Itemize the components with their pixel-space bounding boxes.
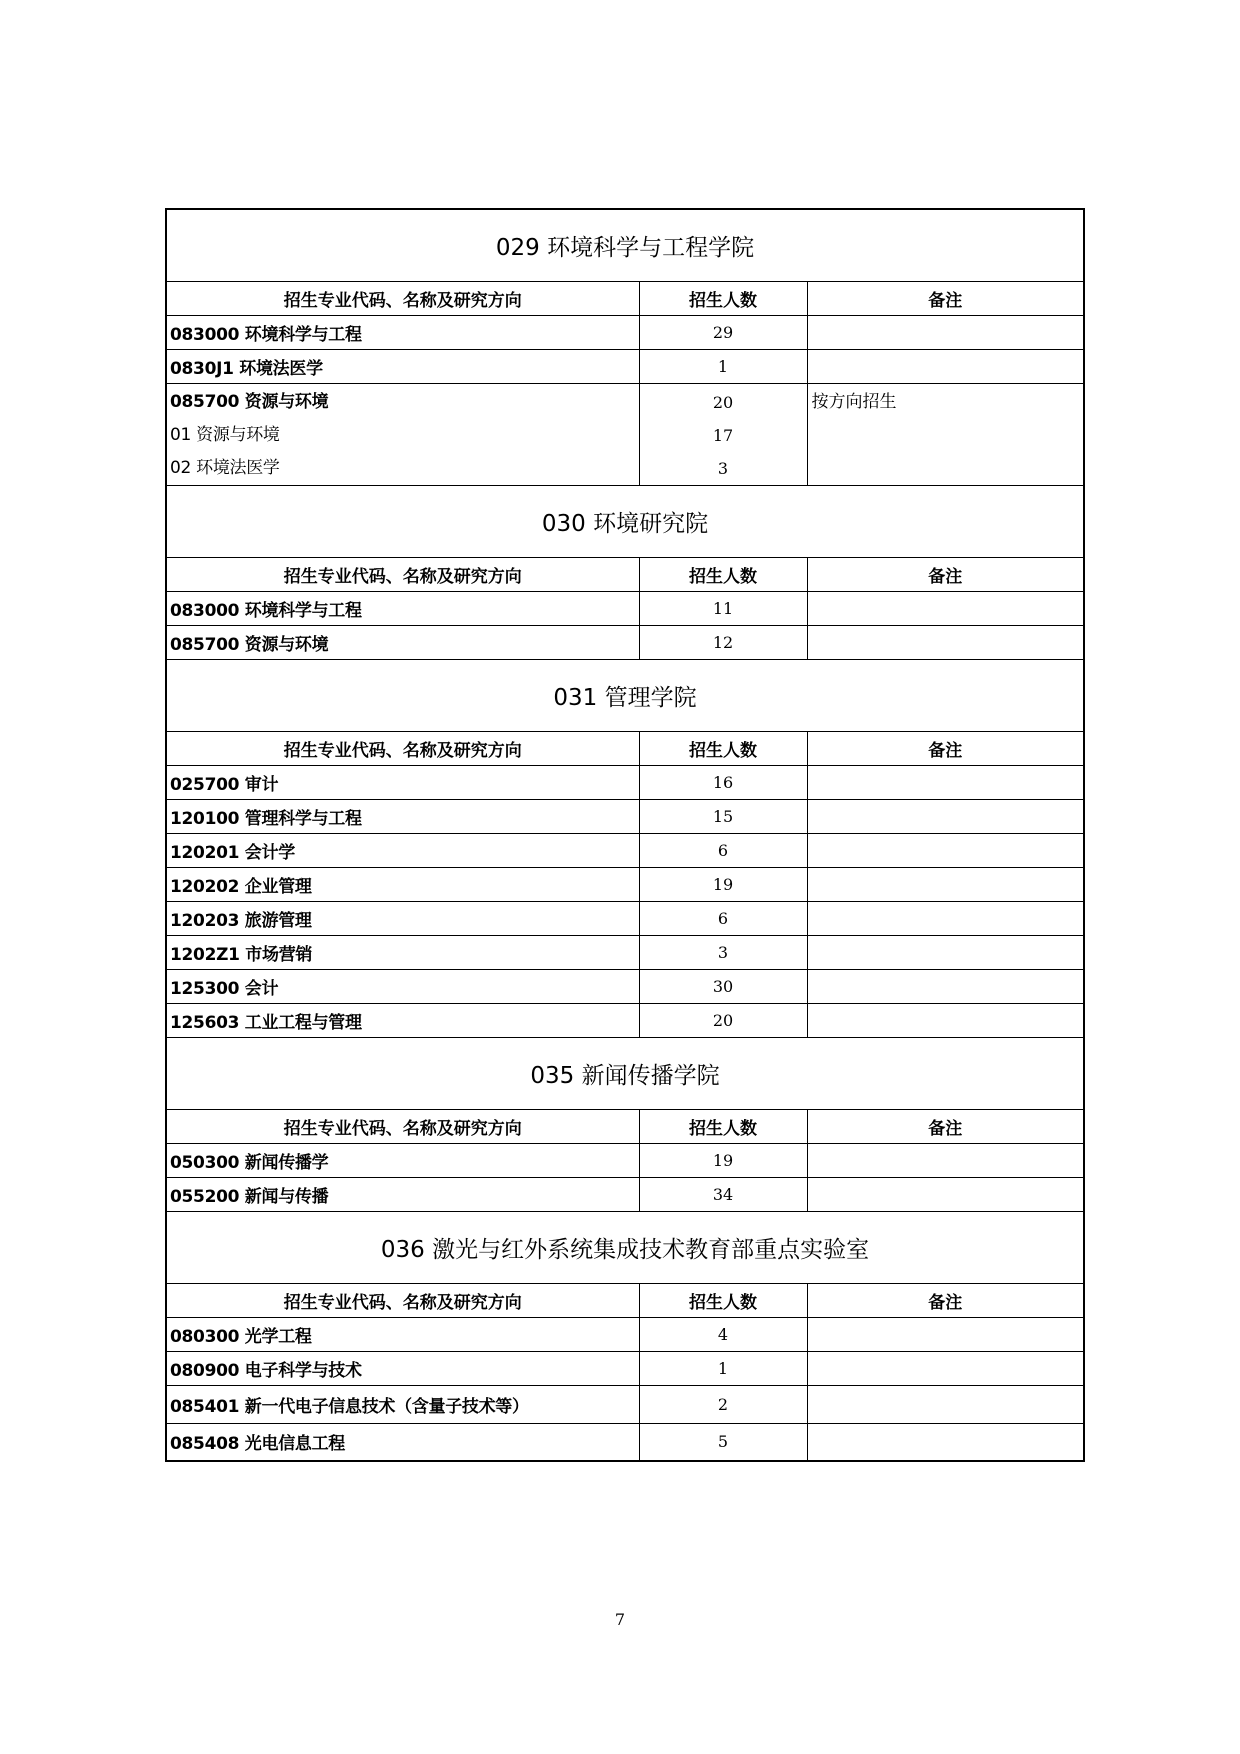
column-header-count: 招生人数 — [639, 281, 807, 315]
program-name-cell: 0830J1 环境法医学 — [166, 349, 639, 383]
table-row — [166, 349, 1084, 383]
column-header-count: 招生人数 — [639, 1109, 807, 1143]
column-header-note: 备注 — [807, 1109, 1084, 1143]
section-title: 030 环境研究院 — [166, 485, 1084, 557]
table-row-grouped — [166, 383, 1084, 485]
program-name-cell: 125603 工业工程与管理 — [166, 1003, 639, 1037]
program-name-cell: 120202 企业管理 — [166, 867, 639, 901]
column-header-row — [166, 1109, 1084, 1143]
program-name-cell: 055200 新闻与传播 — [166, 1177, 639, 1211]
program-name-cell: 083000 环境科学与工程 — [166, 591, 639, 625]
enrollment-count-cell: 6 — [639, 901, 807, 935]
note-cell — [807, 833, 1084, 867]
column-header-row — [166, 731, 1084, 765]
enrollment-count-cell: 5 — [639, 1423, 807, 1461]
program-name-cell: 085408 光电信息工程 — [166, 1423, 639, 1461]
table-row — [166, 591, 1084, 625]
column-header-count: 招生人数 — [639, 731, 807, 765]
column-header-name: 招生专业代码、名称及研究方向 — [166, 557, 639, 591]
enrollment-count-cell: 16 — [639, 765, 807, 799]
table-row — [166, 765, 1084, 799]
enrollment-count-cell: 6 — [639, 833, 807, 867]
column-header-note: 备注 — [807, 557, 1084, 591]
enrollment-count-cell: 19 — [639, 1143, 807, 1177]
program-note: 按方向招生 — [811, 391, 897, 412]
column-header-row — [166, 557, 1084, 591]
table-row — [166, 799, 1084, 833]
table-row — [166, 969, 1084, 1003]
column-header-note: 备注 — [807, 731, 1084, 765]
program-name-cell: 1202Z1 市场营销 — [166, 935, 639, 969]
research-direction-count: 3 — [717, 458, 729, 478]
enrollment-count-cell: 19 — [639, 867, 807, 901]
enrollment-count-cell — [639, 383, 807, 485]
note-cell — [807, 1423, 1084, 1461]
enrollment-table — [165, 208, 1085, 1462]
note-cell — [807, 1003, 1084, 1037]
table-row — [166, 625, 1084, 659]
program-name-cell: 080300 光学工程 — [166, 1317, 639, 1351]
column-header-note: 备注 — [807, 281, 1084, 315]
enrollment-count-cell: 11 — [639, 591, 807, 625]
note-cell — [807, 765, 1084, 799]
enrollment-count-cell: 12 — [639, 625, 807, 659]
column-header-name: 招生专业代码、名称及研究方向 — [166, 1109, 639, 1143]
note-cell — [807, 901, 1084, 935]
table-row — [166, 901, 1084, 935]
note-cell — [807, 935, 1084, 969]
enrollment-count-cell: 20 — [639, 1003, 807, 1037]
enrollment-count-cell: 3 — [639, 935, 807, 969]
table-row — [166, 1385, 1084, 1423]
table-row — [166, 935, 1084, 969]
enrollment-count-cell: 1 — [639, 1351, 807, 1385]
section-title-row — [166, 659, 1084, 731]
program-name-cell: 080900 电子科学与技术 — [166, 1351, 639, 1385]
section-title: 035 新闻传播学院 — [166, 1037, 1084, 1109]
enrollment-count-cell: 29 — [639, 315, 807, 349]
table-row — [166, 1177, 1084, 1211]
table-row — [166, 833, 1084, 867]
section-title-row — [166, 1037, 1084, 1109]
column-header-name: 招生专业代码、名称及研究方向 — [166, 731, 639, 765]
section-title-row — [166, 209, 1084, 281]
program-name-cell: 120203 旅游管理 — [166, 901, 639, 935]
program-name-cell — [166, 383, 639, 485]
program-name-cell: 085700 资源与环境 — [166, 625, 639, 659]
column-header-note: 备注 — [807, 1283, 1084, 1317]
section-title-row — [166, 485, 1084, 557]
research-direction-name: 02 环境法医学 — [170, 457, 280, 478]
note-cell — [807, 867, 1084, 901]
research-direction-count: 17 — [712, 425, 734, 445]
column-header-row — [166, 281, 1084, 315]
note-cell — [807, 383, 1084, 485]
table-row — [166, 1317, 1084, 1351]
note-cell — [807, 349, 1084, 383]
note-cell — [807, 1385, 1084, 1423]
program-name-cell: 025700 审计 — [166, 765, 639, 799]
column-header-name: 招生专业代码、名称及研究方向 — [166, 281, 639, 315]
note-cell — [807, 1317, 1084, 1351]
program-name-cell: 083000 环境科学与工程 — [166, 315, 639, 349]
research-direction-name: 01 资源与环境 — [170, 424, 280, 445]
program-name-cell: 125300 会计 — [166, 969, 639, 1003]
section-title: 029 环境科学与工程学院 — [166, 209, 1084, 281]
note-cell — [807, 315, 1084, 349]
table-row — [166, 1423, 1084, 1461]
note-cell — [807, 1177, 1084, 1211]
section-title: 036 激光与红外系统集成技术教育部重点实验室 — [166, 1211, 1084, 1283]
table-row — [166, 315, 1084, 349]
note-cell — [807, 1351, 1084, 1385]
program-name-cell: 050300 新闻传播学 — [166, 1143, 639, 1177]
enrollment-count-cell: 2 — [639, 1385, 807, 1423]
enrollment-count-cell: 15 — [639, 799, 807, 833]
enrollment-count-cell: 4 — [639, 1317, 807, 1351]
enrollment-count-cell: 30 — [639, 969, 807, 1003]
note-cell — [807, 625, 1084, 659]
note-cell — [807, 969, 1084, 1003]
column-header-count: 招生人数 — [639, 1283, 807, 1317]
note-cell — [807, 799, 1084, 833]
page-number: 7 — [614, 1610, 626, 1629]
table-row — [166, 1351, 1084, 1385]
enrollment-count-cell: 1 — [639, 349, 807, 383]
table-row — [166, 1003, 1084, 1037]
section-title: 031 管理学院 — [166, 659, 1084, 731]
enrollment-table-body — [166, 209, 1084, 1461]
section-title-row — [166, 1211, 1084, 1283]
note-cell — [807, 591, 1084, 625]
note-cell — [807, 1143, 1084, 1177]
program-count: 20 — [712, 392, 734, 412]
program-name: 085700 资源与环境 — [170, 391, 329, 412]
table-row — [166, 1143, 1084, 1177]
program-name-cell: 085401 新一代电子信息技术（含量子技术等） — [166, 1385, 639, 1423]
enrollment-count-cell: 34 — [639, 1177, 807, 1211]
program-name-cell: 120201 会计学 — [166, 833, 639, 867]
column-header-row — [166, 1283, 1084, 1317]
column-header-name: 招生专业代码、名称及研究方向 — [166, 1283, 639, 1317]
program-name-cell: 120100 管理科学与工程 — [166, 799, 639, 833]
table-row — [166, 867, 1084, 901]
column-header-count: 招生人数 — [639, 557, 807, 591]
